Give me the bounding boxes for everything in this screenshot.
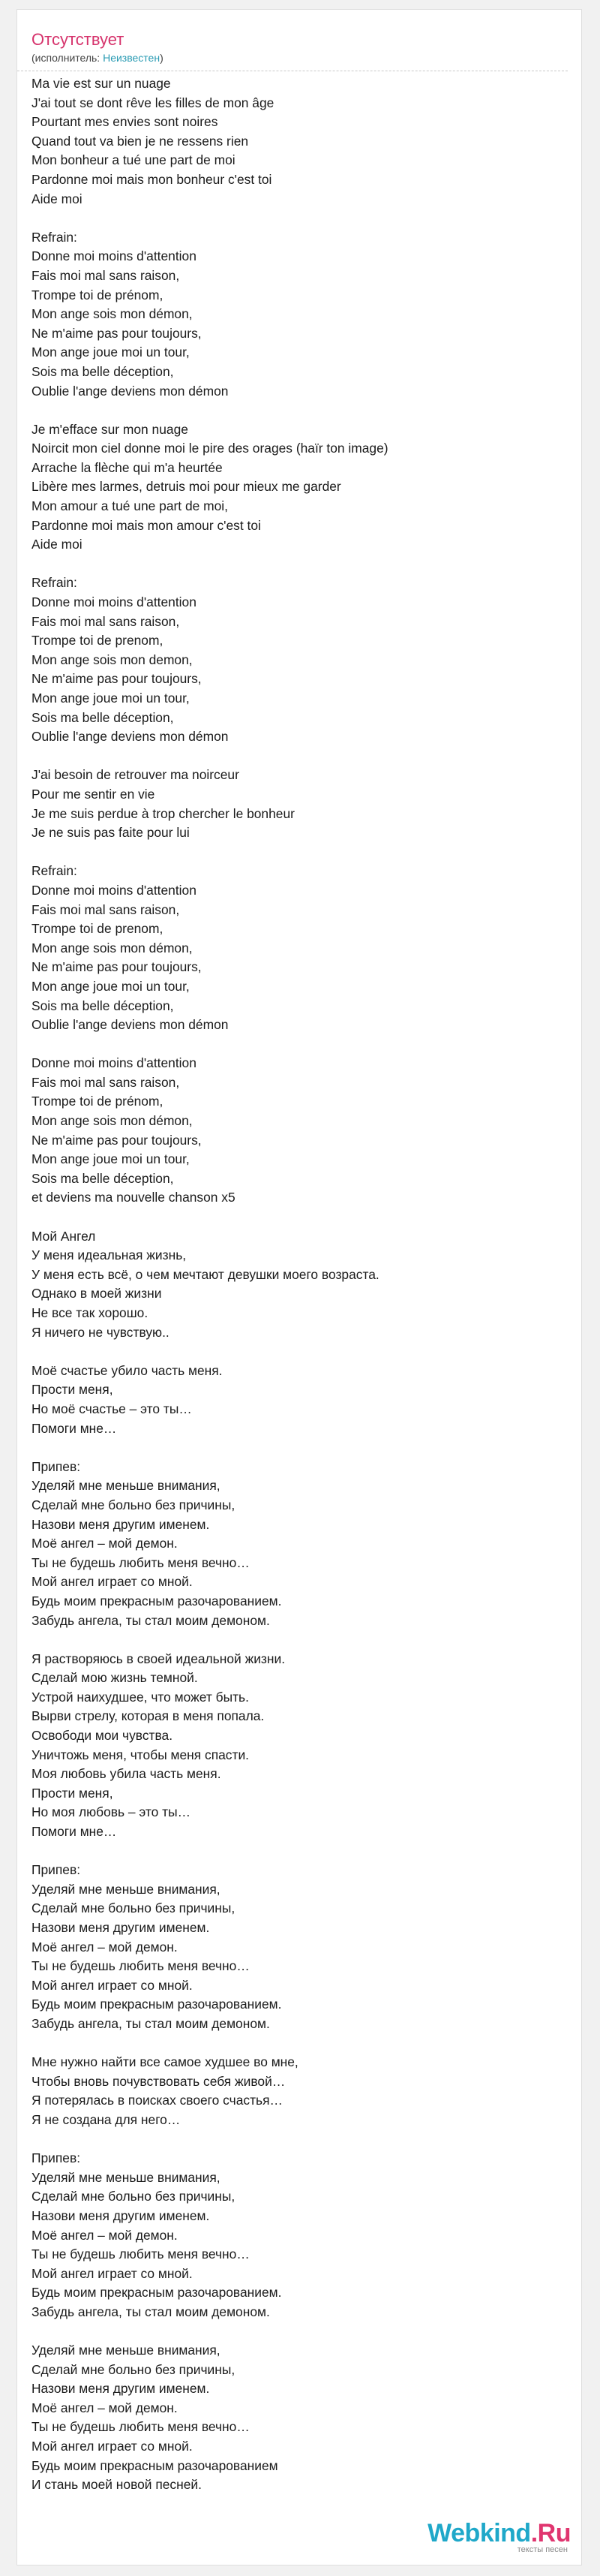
lyrics-line: Уделяй мне меньше внимания,: [32, 1478, 220, 1494]
lyrics-line: Mon ange sois mon demon,: [32, 652, 193, 667]
lyrics-line: Trompe toi de prenom,: [32, 633, 164, 649]
lyrics-line: Oublie l'ange deviens mon démon: [32, 383, 229, 399]
lyrics-line: Я растворяюсь в своей идеальной жизни.: [32, 1651, 286, 1666]
lyrics-line: Припев:: [32, 1458, 81, 1474]
lyrics-line: Ne m'aime pas pour toujours,: [32, 1132, 202, 1148]
lyrics-line: Aide moi: [32, 537, 82, 552]
lyrics-stanza: [32, 862, 581, 1034]
lyrics-line: Моя любовь убила часть меня.: [32, 1766, 221, 1782]
lyrics-line: Donne moi moins d'attention: [32, 882, 196, 898]
lyrics-line: Мой ангел играет со мной.: [32, 1574, 193, 1590]
lyrics-line: Mon ange joue moi un tour,: [32, 1151, 190, 1167]
lyrics-line: Sois ma belle déception,: [32, 998, 174, 1013]
lyrics-stanza: [32, 1362, 581, 1438]
artist-line: [32, 51, 581, 65]
lyrics-line: Ne m'aime pas pour toujours,: [32, 325, 202, 341]
lyrics-stanza: [32, 2341, 581, 2495]
lyrics-line: Donne moi moins d'attention: [32, 248, 196, 264]
lyrics-line: Fais moi mal sans raison,: [32, 267, 180, 283]
lyrics-line: Назови меня другим именем.: [32, 2381, 210, 2397]
lyrics-stanza: [32, 1650, 581, 1842]
lyrics-stanza: [32, 1227, 581, 1343]
lyrics-line: Сделай мне больно без причины,: [32, 2361, 236, 2377]
lyrics-line: Aide moi: [32, 191, 82, 206]
lyrics-stanza: [32, 1458, 581, 1630]
lyrics-line: Чтобы вновь почувствовать себя живой…: [32, 2073, 286, 2089]
lyrics-line: Fais moi mal sans raison,: [32, 1074, 180, 1090]
lyrics-line: Oublie l'ange deviens mon démon: [32, 1017, 229, 1033]
lyrics-line: Моё счастье убило часть меня.: [32, 1362, 223, 1378]
lyrics-stanza: [32, 2053, 581, 2129]
lyrics-line: et deviens ma nouvelle chanson x5: [32, 1190, 236, 1205]
lyrics-line: Прости меня,: [32, 1785, 113, 1801]
lyrics-line: Ты не будешь любить меня вечно…: [32, 2419, 250, 2435]
lyrics-line: Прости меня,: [32, 1382, 113, 1398]
lyrics-line: Donne moi moins d'attention: [32, 594, 196, 610]
lyrics-line: Назови меня другим именем.: [32, 1920, 210, 1935]
lyrics-line: Будь моим прекрасным разочарованием.: [32, 2285, 282, 2301]
lyrics-line: Pardonne moi mais mon amour c'est toi: [32, 517, 261, 533]
lyrics-line: Уничтожь меня, чтобы меня спасти.: [32, 1747, 249, 1762]
lyrics-line: Сделай мне больно без причины,: [32, 1497, 236, 1512]
lyrics-line: Sois ma belle déception,: [32, 363, 174, 379]
webkind-logo[interactable]: [428, 2520, 571, 2554]
lyrics-line: Mon ange sois mon démon,: [32, 306, 193, 322]
lyrics-line: Сделай мою жизнь темной.: [32, 1670, 198, 1686]
lyrics-line: Назови меня другим именем.: [32, 1516, 210, 1532]
lyrics-line: Oublie l'ange deviens mon démon: [32, 729, 229, 745]
lyrics-line: Припев:: [32, 2150, 81, 2166]
lyrics-line: Я не создана для него…: [32, 2111, 181, 2127]
lyrics-stanza: [32, 1861, 581, 2033]
lyrics-stanza: [32, 573, 581, 746]
lyrics-stanza: [32, 2149, 581, 2322]
lyrics-line: Но моя любовь – это ты…: [32, 1804, 191, 1820]
lyrics-line: Мой Ангел: [32, 1228, 96, 1244]
lyrics-line: Назови меня другим именем.: [32, 2207, 210, 2223]
lyrics-line: Будь моим прекрасным разочарованием.: [32, 1593, 282, 1608]
lyrics-line: Я потерялась в поисках своего счастья…: [32, 2093, 283, 2108]
lyrics-line: Не все так хорошо.: [32, 1305, 148, 1320]
lyrics-line: Pour me sentir en vie: [32, 786, 155, 802]
lyrics-line: Je me suis perdue à trop chercher le bonheur: [32, 805, 295, 821]
lyrics-line: Pardonne moi mais mon bonheur c'est toi: [32, 171, 272, 187]
lyrics-line: Refrain:: [32, 229, 77, 245]
lyrics-line: Sois ma belle déception,: [32, 709, 174, 725]
lyrics-line: Мой ангел играет со мной.: [32, 2439, 193, 2454]
lyrics-line: Ne m'aime pas pour toujours,: [32, 671, 202, 687]
lyrics-stanza: [32, 766, 581, 842]
lyrics-line: Моё ангел – мой демон.: [32, 2400, 178, 2415]
lyrics-line: Освободи мои чувства.: [32, 1728, 173, 1744]
lyrics-line: Я ничего не чувствую..: [32, 1324, 170, 1340]
lyrics-line: Noircit mon ciel donne moi le pire des orages (haïr ton image): [32, 441, 388, 456]
logo-web: Web: [428, 2519, 480, 2547]
lyrics-line: Quand tout va bien je ne ressens rien: [32, 133, 249, 149]
lyrics-line: Mon bonheur a tué une part de moi: [32, 152, 236, 168]
logo-kind: kind: [479, 2519, 531, 2547]
lyrics-line: Но моё счастье – это ты…: [32, 1401, 192, 1416]
lyrics-line: Mon ange joue moi un tour,: [32, 691, 190, 706]
lyrics-line: Fais moi mal sans raison,: [32, 613, 180, 629]
lyrics-body: [17, 71, 581, 2495]
lyrics-stanza: [32, 74, 581, 209]
lyrics-card: [16, 9, 582, 2565]
lyrics-line: Mon ange sois mon démon,: [32, 1113, 193, 1129]
lyrics-stanza: [32, 420, 581, 555]
lyrics-line: У меня идеальная жизнь,: [32, 1247, 187, 1263]
lyrics-line: Mon amour a tué une part de moi,: [32, 498, 228, 514]
lyrics-line: Мой ангел играет со мной.: [32, 2265, 193, 2281]
lyrics-line: Mon ange sois mon démon,: [32, 940, 193, 955]
lyrics-line: Мой ангел играет со мной.: [32, 1977, 193, 1993]
lyrics-line: И стань моей новой песней.: [32, 2477, 202, 2493]
artist-link[interactable]: Неизвестен: [103, 52, 160, 64]
lyrics-line: Помоги мне…: [32, 1420, 117, 1436]
lyrics-line: Помоги мне…: [32, 1824, 117, 1840]
lyrics-line: Сделай мне больно без причины,: [32, 2189, 236, 2204]
lyrics-line: Libère mes larmes, detruis moi pour mieux me garder: [32, 479, 341, 495]
lyrics-line: Ne m'aime pas pour toujours,: [32, 959, 202, 975]
song-title: Отсутствует: [32, 30, 124, 49]
lyrics-line: Ma vie est sur un nuage: [32, 76, 171, 91]
lyrics-line: Однако в моей жизни: [32, 1286, 162, 1302]
lyrics-line: Припев:: [32, 1862, 81, 1878]
lyrics-line: Trompe toi de prénom,: [32, 1094, 164, 1109]
lyrics-line: Mon ange joue moi un tour,: [32, 345, 190, 360]
lyrics-stanza: [32, 228, 581, 401]
lyrics-line: Моё ангел – мой демон.: [32, 2227, 178, 2243]
lyrics-stanza: [32, 1054, 581, 1208]
logo-dot: .: [530, 2519, 538, 2547]
lyrics-line: J'ai besoin de retrouver ma noirceur: [32, 767, 239, 783]
lyrics-line: Будь моим прекрасным разочарованием.: [32, 1997, 282, 2012]
lyrics-line: Будь моим прекрасным разочарованием: [32, 2457, 278, 2473]
lyrics-line: Моё ангел – мой демон.: [32, 1939, 178, 1955]
lyrics-line: Refrain:: [32, 575, 77, 591]
lyrics-line: Donne moi moins d'attention: [32, 1055, 196, 1071]
lyrics-line: Забудь ангела, ты стал моим демоном.: [32, 2304, 270, 2319]
lyrics-line: Sois ma belle déception,: [32, 1170, 174, 1186]
lyrics-line: Fais moi mal sans raison,: [32, 901, 180, 917]
lyrics-line: Je m'efface sur mon nuage: [32, 421, 188, 437]
lyrics-line: Pourtant mes envies sont noires: [32, 114, 218, 130]
lyrics-line: Забудь ангела, ты стал моим демоном.: [32, 1612, 270, 1628]
lyrics-line: Refrain:: [32, 863, 77, 879]
lyrics-line: Уделяй мне меньше внимания,: [32, 2343, 220, 2358]
artist-suffix: ): [160, 52, 164, 64]
lyrics-line: Mon ange joue moi un tour,: [32, 978, 190, 994]
lyrics-line: Ты не будешь любить меня вечно…: [32, 2246, 250, 2262]
lyrics-line: Уделяй мне меньше внимания,: [32, 2169, 220, 2185]
lyrics-line: Trompe toi de prénom,: [32, 287, 164, 302]
lyrics-line: Ты не будешь любить меня вечно…: [32, 1554, 250, 1570]
lyrics-line: Ты не будешь любить меня вечно…: [32, 1958, 250, 1974]
artist-prefix: (исполнитель:: [32, 52, 104, 64]
lyrics-line: Вырви стрелу, которая в меня попала.: [32, 1708, 265, 1724]
song-header: [17, 10, 581, 65]
lyrics-line: Устрой наихудшее, что может быть.: [32, 1689, 249, 1705]
lyrics-line: Уделяй мне меньше внимания,: [32, 1881, 220, 1897]
lyrics-line: Je ne suis pas faite pour lui: [32, 825, 190, 841]
lyrics-line: У меня есть всё, о чем мечтают девушки моего возраста.: [32, 1266, 380, 1282]
lyrics-line: Мне нужно найти все самое худшее во мне,: [32, 2054, 298, 2070]
lyrics-line: Сделай мне больно без причины,: [32, 1900, 236, 1916]
lyrics-line: Arrache la flèche qui m'a heurtée: [32, 459, 223, 475]
lyrics-line: Моё ангел – мой демон.: [32, 1536, 178, 1551]
logo-ru: Ru: [537, 2519, 571, 2547]
lyrics-line: Trompe toi de prenom,: [32, 921, 164, 937]
logo-tagline: тексты песен: [517, 2545, 568, 2554]
lyrics-line: J'ai tout se dont rêve les filles de mon âge: [32, 95, 274, 110]
lyrics-line: Забудь ангела, ты стал моим демоном.: [32, 2015, 270, 2031]
logo-wordmark: [428, 2520, 571, 2547]
